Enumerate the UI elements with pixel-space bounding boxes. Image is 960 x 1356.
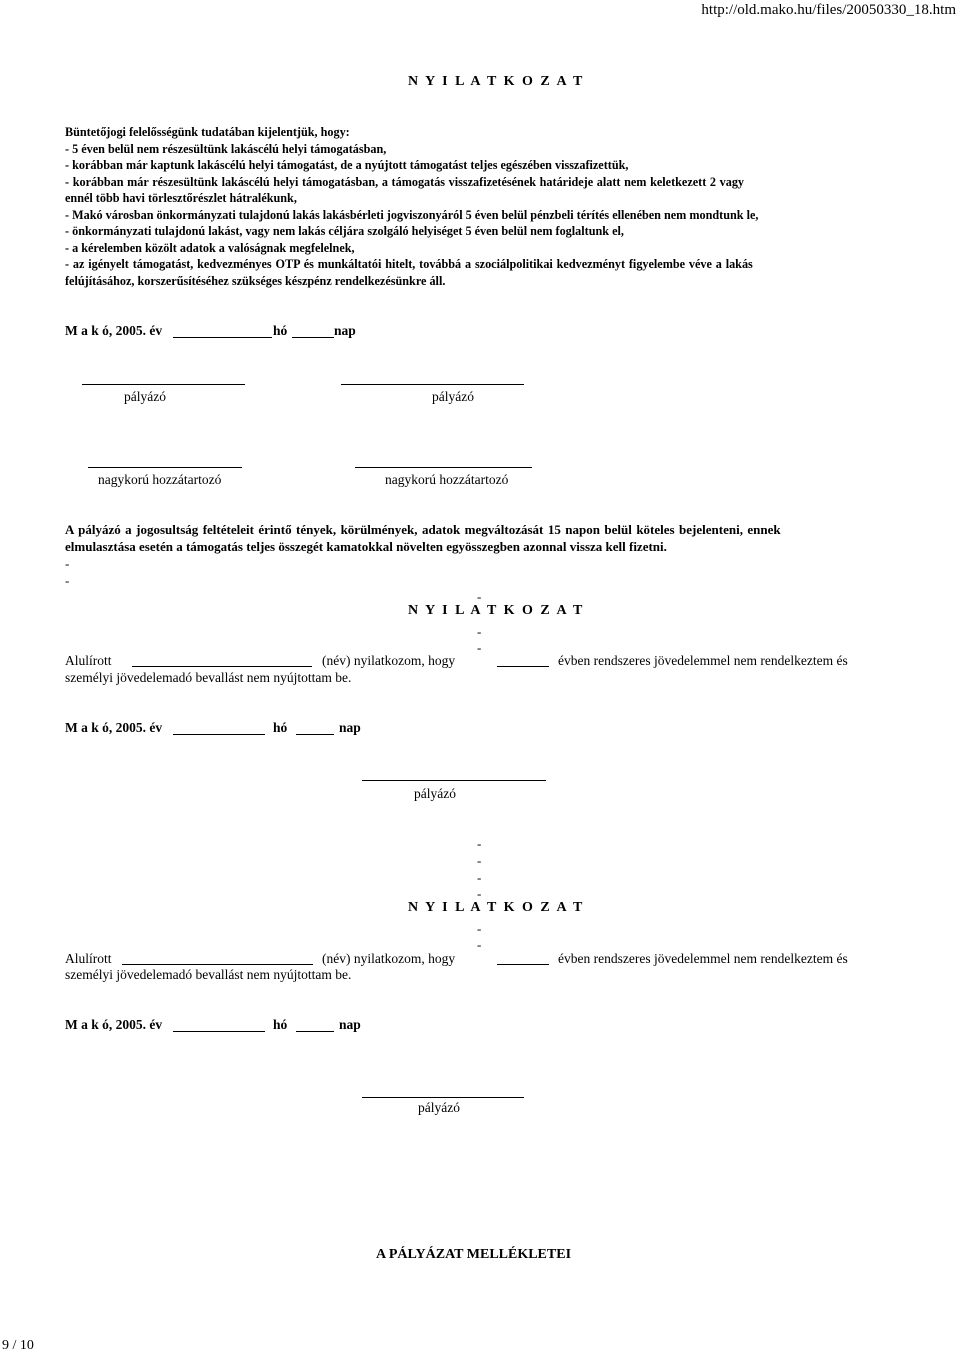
signature-line[interactable] bbox=[355, 467, 532, 468]
statement-line: ennél több havi törlesztőrészlet hátralékunk, bbox=[65, 191, 297, 205]
date-day: nap bbox=[334, 323, 356, 338]
date-month: hó bbox=[273, 1017, 288, 1032]
page-number: 9 / 10 bbox=[2, 1338, 34, 1353]
blank-line[interactable] bbox=[296, 734, 334, 735]
year-blank[interactable] bbox=[497, 964, 549, 965]
statement-line: - az igényelt támogatást, kedvezményes OTP és munkáltatói hitelt, továbbá a szociálpolitikai kedvezményt figyelembe véve a lakás bbox=[65, 257, 753, 271]
statement-line: - a kérelemben közölt adatok a valóságnak megfelelnek, bbox=[65, 241, 355, 255]
signature-label: nagykorú hozzátartozó bbox=[98, 472, 222, 487]
appendix-title: A PÁLYÁZAT MELLÉKLETEI bbox=[376, 1247, 572, 1262]
signature-label: pályázó bbox=[418, 1100, 460, 1115]
section-title: N Y I L A T K O Z A T bbox=[408, 74, 585, 89]
signature-line[interactable] bbox=[82, 384, 245, 385]
dash: - bbox=[477, 937, 482, 952]
dash: - bbox=[477, 853, 482, 868]
dash: - bbox=[477, 624, 482, 639]
statement-line: Büntetőjogi felelősségünk tudatában kijelentjük, hogy: bbox=[65, 125, 350, 139]
name-blank[interactable] bbox=[132, 666, 312, 667]
date-day: nap bbox=[339, 720, 361, 735]
declaration-line2: személyi jövedelemadó bevallást nem nyújtottam be. bbox=[65, 670, 352, 685]
date-month: hó bbox=[273, 323, 288, 338]
date-city: M a k ó, 2005. év bbox=[65, 720, 163, 735]
blank-line[interactable] bbox=[292, 337, 334, 338]
blank-line[interactable] bbox=[296, 1031, 334, 1032]
blank-line[interactable] bbox=[173, 337, 272, 338]
page-url: http://old.mako.hu/files/20050330_18.htm bbox=[701, 2, 956, 18]
dash: - bbox=[65, 556, 70, 571]
declaration-suffix: évben rendszeres jövedelemmel nem rendelkeztem és bbox=[558, 951, 848, 966]
notice-line: elmulasztása esetén a támogatás teljes összegét kamatokkal növelten egyösszegben azonnal vissza kell fizetni. bbox=[65, 539, 667, 554]
year-blank[interactable] bbox=[497, 666, 549, 667]
signature-label: nagykorú hozzátartozó bbox=[385, 472, 509, 487]
date-city: M a k ó, 2005. év bbox=[65, 323, 163, 338]
signature-line[interactable] bbox=[362, 1097, 524, 1098]
statement-line: - Makó városban önkormányzati tulajdonú lakás lakásbérleti jogviszonyáról 5 éven belül pénzbeli térítés ellenében nem mondtunk le, bbox=[65, 208, 759, 222]
signature-line[interactable] bbox=[362, 780, 546, 781]
declaration-prefix: Alulírott bbox=[65, 951, 112, 966]
signature-label: pályázó bbox=[124, 389, 166, 404]
notice-line: A pályázó a jogosultság feltételeit érintő tények, körülmények, adatok megváltozását 15 napon belül köteles bejelenteni, ennek bbox=[65, 522, 781, 537]
signature-label: pályázó bbox=[432, 389, 474, 404]
declaration-middle: (név) nyilatkozom, hogy bbox=[322, 653, 456, 668]
declaration-suffix: évben rendszeres jövedelemmel nem rendelkeztem és bbox=[558, 653, 848, 668]
signature-label: pályázó bbox=[414, 786, 456, 801]
date-day: nap bbox=[339, 1017, 361, 1032]
signature-line[interactable] bbox=[341, 384, 524, 385]
date-month: hó bbox=[273, 720, 288, 735]
statement-line: - 5 éven belül nem részesültünk lakáscélú helyi támogatásban, bbox=[65, 142, 387, 156]
dash: - bbox=[477, 870, 482, 885]
blank-line[interactable] bbox=[173, 734, 265, 735]
date-city: M a k ó, 2005. év bbox=[65, 1017, 163, 1032]
declaration-line2: személyi jövedelemadó bevallást nem nyújtottam be. bbox=[65, 967, 352, 982]
dash: - bbox=[477, 836, 482, 851]
signature-line[interactable] bbox=[88, 467, 242, 468]
statement-line: - korábban már részesültünk lakáscélú helyi támogatásban, a támogatás visszafizetésének határideje alatt nem keletkezett 2 vagy bbox=[65, 175, 745, 189]
section-title: N Y I L A T K O Z A T bbox=[408, 900, 585, 915]
statement-line: felújításához, korszerűsítéséhez szükséges készpénz rendelkezésünkre áll. bbox=[65, 274, 446, 288]
statement-line: - önkormányzati tulajdonú lakást, vagy nem lakás céljára szolgáló helyiséget 5 éven belül nem foglaltunk el, bbox=[65, 224, 624, 238]
dash: - bbox=[477, 886, 482, 901]
dash: - bbox=[477, 589, 482, 604]
dash: - bbox=[477, 640, 482, 655]
dash: - bbox=[65, 573, 70, 588]
section-title: N Y I L A T K O Z A T bbox=[408, 603, 585, 618]
dash: - bbox=[477, 921, 482, 936]
statement-line: - korábban már kaptunk lakáscélú helyi támogatást, de a nyújtott támogatást teljes egészében visszafizettük, bbox=[65, 158, 629, 172]
declaration-middle: (név) nyilatkozom, hogy bbox=[322, 951, 456, 966]
name-blank[interactable] bbox=[122, 964, 313, 965]
declaration-prefix: Alulírott bbox=[65, 653, 112, 668]
blank-line[interactable] bbox=[173, 1031, 265, 1032]
